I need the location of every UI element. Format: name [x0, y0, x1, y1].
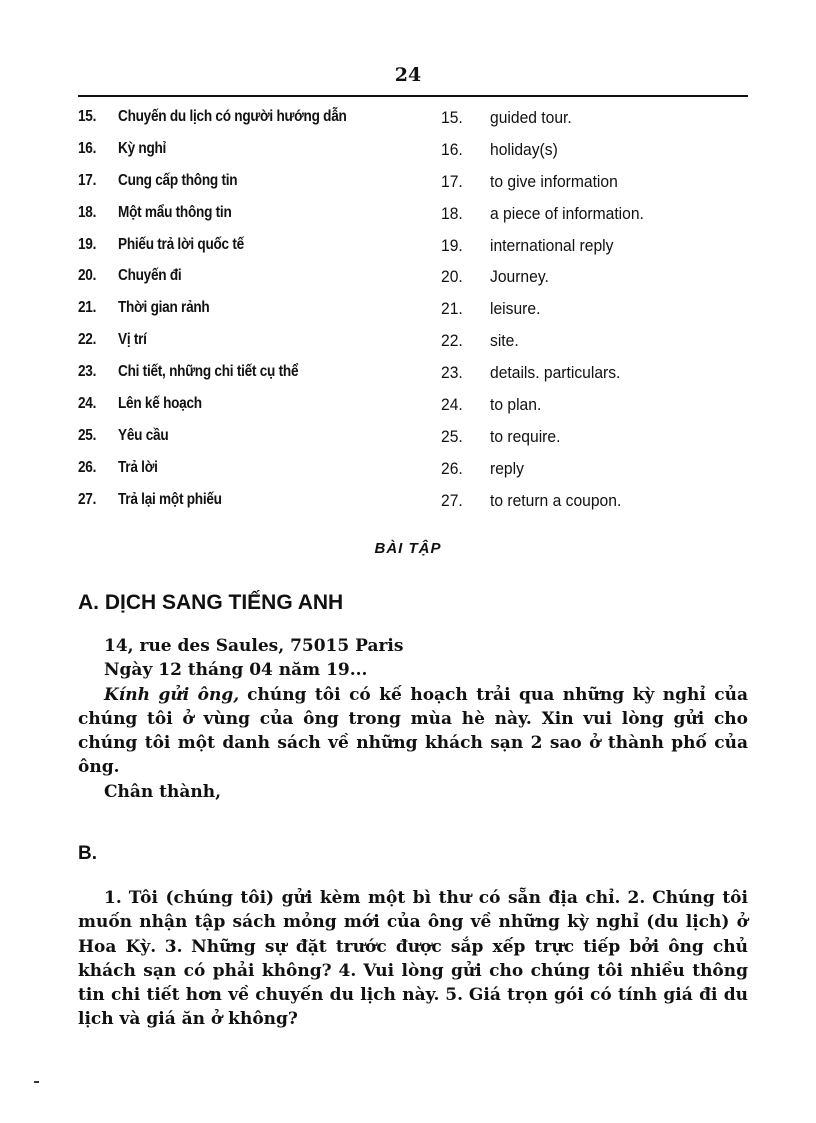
vi-term: Thời gian rảnh [118, 299, 210, 317]
vi-number: 26. [78, 458, 97, 476]
en-number: 17. [441, 171, 463, 191]
en-term: details. particulars. [490, 363, 621, 383]
vi-term: Phiếu trả lời quốc tế [118, 235, 244, 253]
list-item [78, 295, 748, 327]
section-b-sentences [78, 886, 748, 1032]
vi-number: 22. [78, 331, 97, 349]
list-item [78, 263, 748, 295]
list-item [78, 232, 748, 264]
vi-term: Chuyến du lịch có người hướng dẫn [118, 108, 347, 125]
letter-address: 14, rue des Saules, 75015 Paris [104, 636, 404, 656]
sentence-number: 4. [338, 960, 357, 981]
vocabulary-list [78, 104, 748, 519]
vi-term: Yêu cầu [118, 426, 169, 444]
vi-number: 27. [78, 490, 97, 508]
vi-number: 25. [78, 426, 97, 444]
en-term: leisure. [490, 299, 541, 319]
en-number: 19. [441, 235, 463, 255]
vi-term: Một mẩu thông tin [118, 203, 232, 221]
en-term: to give information [490, 171, 618, 191]
vi-term: Cung cấp thông tin [118, 171, 238, 189]
section-b-heading: B. [78, 843, 97, 864]
en-number: 27. [441, 490, 463, 510]
sentence-2: Chúng tôi muốn nhận tập sách mỏng mới của ông về những kỳ nghỉ (du lịch) ở Hoa Kỳ. [78, 888, 748, 957]
vi-term: Kỳ nghỉ [118, 139, 167, 157]
list-item [78, 200, 748, 232]
vi-number: 16. [78, 139, 97, 157]
en-term: to require. [490, 426, 561, 446]
en-number: 18. [441, 203, 463, 223]
letter-body [78, 683, 748, 780]
en-term: to plan. [490, 395, 542, 415]
sentence-number: 2. [627, 888, 646, 908]
vi-number: 23. [78, 363, 97, 381]
en-number: 25. [441, 426, 463, 446]
margin-mark [34, 1081, 39, 1083]
list-item [78, 359, 748, 391]
sentence-number: 1. [104, 888, 122, 908]
sentence-3: Những sự đặt trước được sắp xếp trực tiếp bởi ông chủ khách sạn có phải không? [78, 936, 748, 981]
sentence-number: 3. [164, 936, 183, 957]
letter-closing: Chân thành, [104, 781, 222, 802]
vi-term: Trả lời [118, 458, 158, 476]
list-item [78, 487, 748, 519]
list-item [78, 327, 748, 359]
en-number: 21. [441, 299, 463, 319]
en-number: 23. [441, 363, 463, 383]
en-number: 20. [441, 267, 463, 287]
en-term: holiday(s) [490, 139, 558, 159]
vi-number: 21. [78, 299, 97, 317]
list-item [78, 455, 748, 487]
vi-term: Chi tiết, những chi tiết cụ thể [118, 363, 299, 381]
en-term: Journey. [490, 267, 549, 287]
list-item [78, 423, 748, 455]
sentence-number: 5. [445, 985, 464, 1006]
sentence-4: Vui lòng gửi cho chúng tôi nhiều thông tin chi tiết hơn về chuyến du lịch này. [78, 960, 749, 1006]
en-term: a piece of information. [490, 203, 644, 223]
vi-term: Vị trí [118, 331, 147, 349]
header-rule [78, 95, 748, 97]
section-a-heading: A. DỊCH SANG TIẾNG ANH [78, 591, 344, 614]
letter-body-text: chúng tôi có kế hoạch trải qua những kỳ nghỉ của chúng tôi ở vùng của ông trong mùa hè này. Xin vui lòng gửi cho chúng tôi một danh sách về những khách sạn 2 sao ở thành phố của ông. [78, 684, 749, 778]
en-term: site. [490, 331, 519, 351]
en-number: 22. [441, 331, 463, 351]
vi-term: Chuyến đi [118, 267, 182, 285]
section-a-letter [78, 634, 748, 804]
vi-number: 20. [78, 267, 97, 285]
vi-number: 18. [78, 203, 97, 221]
letter-salutation: Kính gửi ông, [104, 684, 240, 705]
en-number: 24. [441, 395, 463, 415]
en-number: 16. [441, 139, 463, 159]
exercise-heading: BÀI TẬP [374, 540, 442, 557]
list-item [78, 391, 748, 423]
page-number: 24 [394, 64, 422, 86]
vi-number: 17. [78, 171, 97, 189]
list-item [78, 104, 748, 136]
list-item [78, 168, 748, 200]
letter-date: Ngày 12 tháng 04 năm 19... [104, 660, 368, 681]
list-item [78, 136, 748, 168]
en-number: 26. [441, 458, 463, 478]
en-term: reply [490, 458, 524, 478]
en-term: to return a coupon. [490, 490, 622, 510]
en-term: guided tour. [490, 108, 572, 127]
vi-number: 24. [78, 395, 97, 413]
en-number: 15. [441, 108, 463, 127]
vi-number: 19. [78, 235, 97, 253]
sentence-5: Giá trọn gói có tính giá đi du lịch và giá ăn ở không? [78, 985, 749, 1030]
vi-term: Lên kế hoạch [118, 395, 202, 413]
vi-number: 15. [78, 108, 97, 125]
vi-term: Trả lại một phiếu [118, 490, 222, 508]
en-term: international reply [490, 235, 614, 255]
sentence-1: Tôi (chúng tôi) gửi kèm một bì thư có sẵn địa chỉ. [128, 888, 621, 908]
